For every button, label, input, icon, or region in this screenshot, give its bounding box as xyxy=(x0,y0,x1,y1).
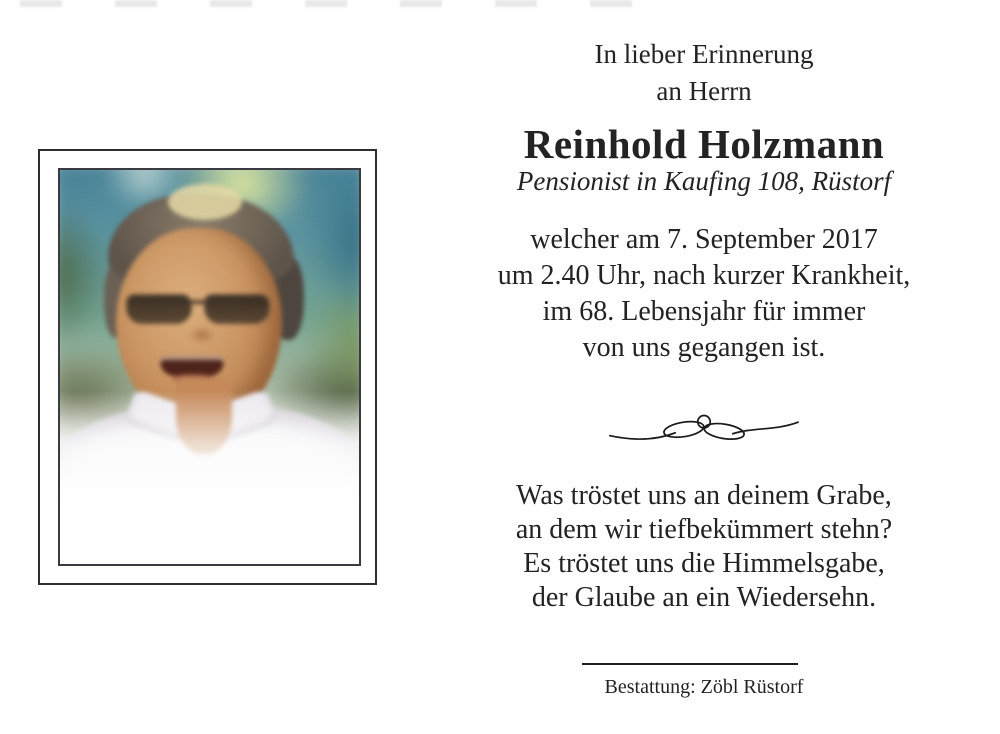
funeral-home-text: Bestattung: Zöbl Rüstorf xyxy=(604,676,804,698)
divider-rule xyxy=(582,663,798,665)
scan-artifact xyxy=(20,0,660,7)
announcement-line: welcher am 7. September 2017 xyxy=(530,224,878,255)
calligraphic-flourish-icon xyxy=(608,410,800,446)
announcement-line: von uns gegangen ist. xyxy=(582,332,826,363)
announcement-line: im 68. Lebensjahr für immer xyxy=(542,296,866,327)
intro-line-1: In lieber Erinnerung xyxy=(594,39,814,69)
portrait-photo xyxy=(60,170,359,564)
deceased-description: Pensionist in Kaufing 108, Rüstorf xyxy=(516,166,892,196)
photo-bottom-fade xyxy=(60,170,359,564)
verse-line: Was tröstet uns an deinem Grabe, xyxy=(516,480,892,511)
photo-inner-frame xyxy=(58,168,361,566)
announcement-text xyxy=(455,222,953,366)
intro-line-2: an Herrn xyxy=(656,76,752,106)
verse-line: an dem wir tiefbekümmert stehn? xyxy=(515,514,893,545)
verse-line: der Glaube an ein Wiedersehn. xyxy=(531,582,877,613)
memorial-verse xyxy=(455,479,953,615)
deceased-name: Reinhold Holzmann xyxy=(523,121,885,167)
announcement-line: um 2.40 Uhr, nach kurzer Krankheit, xyxy=(497,260,911,291)
verse-line: Es tröstet uns die Himmelsgabe, xyxy=(523,548,885,579)
photo-frame xyxy=(38,149,377,585)
